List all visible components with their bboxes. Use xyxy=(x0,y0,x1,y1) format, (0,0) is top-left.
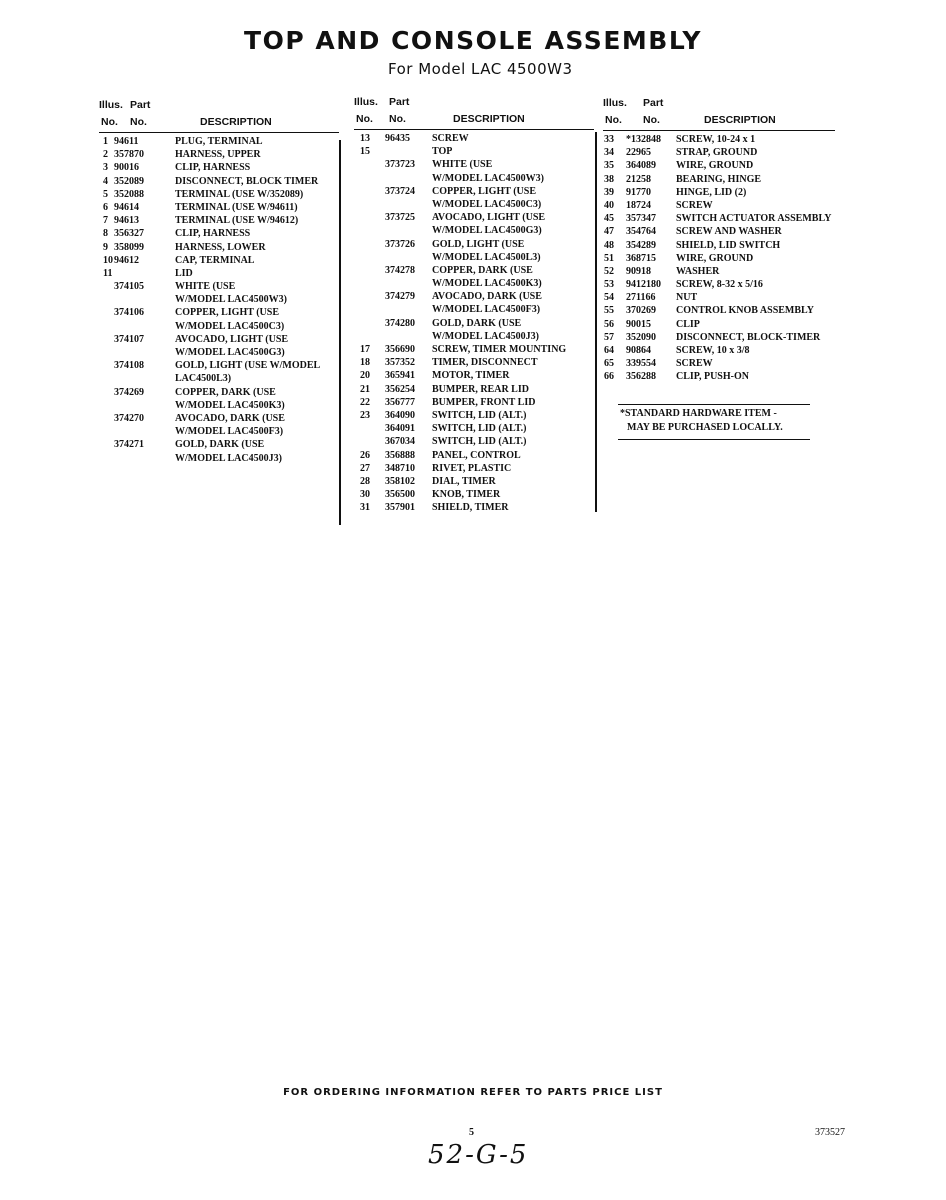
illus-number: 27 xyxy=(360,462,370,474)
part-row xyxy=(603,239,835,252)
part-row xyxy=(99,148,339,161)
part-description: W/MODEL LAC4500C3) xyxy=(432,198,542,210)
part-description: COPPER, LIGHT (USE xyxy=(432,185,536,197)
illus-number: 1 xyxy=(103,136,108,147)
part-row xyxy=(99,425,339,438)
part-description: BUMPER, FRONT LID xyxy=(432,396,536,408)
part-description: DIAL, TIMER xyxy=(432,475,496,487)
part-description: W/MODEL LAC4500G3) xyxy=(175,347,285,358)
part-number: 373726 xyxy=(385,238,415,250)
part-description: BEARING, HINGE xyxy=(676,173,762,185)
part-row xyxy=(603,318,835,331)
part-row xyxy=(603,344,835,357)
part-number: 96435 xyxy=(385,133,410,144)
part-description: PLUG, TERMINAL xyxy=(175,136,263,147)
part-number: 374280 xyxy=(385,317,415,329)
column-header xyxy=(603,97,835,133)
part-number: 374271 xyxy=(114,439,144,451)
part-row xyxy=(99,267,339,280)
illus-number: 10 xyxy=(103,254,113,266)
part-description: CONTROL KNOB ASSEMBLY xyxy=(676,305,815,317)
illus-number: 38 xyxy=(604,173,614,185)
part-number: 356254 xyxy=(385,383,415,395)
header-part: Part xyxy=(643,97,664,109)
part-description: CLIP xyxy=(676,318,700,330)
part-description: SCREW, 10-24 x 1 xyxy=(676,134,756,145)
ordering-footer: FOR ORDERING INFORMATION REFER TO PARTS PRICE LIST xyxy=(283,1087,663,1098)
illus-number: 39 xyxy=(604,186,614,198)
part-row xyxy=(354,277,594,290)
part-description: NUT xyxy=(676,292,698,304)
part-description: GOLD, DARK (USE xyxy=(432,317,522,329)
part-number: 374270 xyxy=(114,412,144,424)
part-row xyxy=(603,159,835,172)
part-description: W/MODEL LAC4500W3) xyxy=(175,294,287,306)
part-row xyxy=(354,488,594,501)
part-row xyxy=(603,133,835,146)
header-rule xyxy=(603,130,835,131)
illus-number: 51 xyxy=(604,252,614,264)
illus-number: 33 xyxy=(604,134,614,145)
illus-number: 6 xyxy=(103,201,108,213)
part-number: 356777 xyxy=(385,396,415,408)
part-row xyxy=(354,501,594,514)
part-row xyxy=(603,199,835,212)
illus-number: 54 xyxy=(604,292,614,304)
part-number: 352088 xyxy=(114,188,144,200)
part-number: 373725 xyxy=(385,212,415,224)
part-number: 373723 xyxy=(385,159,415,171)
part-description: TOP xyxy=(432,146,453,158)
part-description: W/MODEL LAC4500K3) xyxy=(175,399,285,411)
part-row xyxy=(354,224,594,237)
hardware-note xyxy=(620,407,783,435)
part-description: SCREW xyxy=(676,199,713,211)
part-description: SCREW, 10 x 3/8 xyxy=(676,345,750,356)
part-description: WHITE (USE xyxy=(432,159,493,171)
part-row xyxy=(354,462,594,475)
part-number: 356690 xyxy=(385,344,415,355)
illus-number: 11 xyxy=(103,267,113,279)
part-row xyxy=(603,252,835,265)
part-number: 352090 xyxy=(626,331,656,343)
illus-number: 20 xyxy=(360,370,370,382)
part-row xyxy=(99,386,339,399)
column-header xyxy=(354,96,594,132)
illus-number: 5 xyxy=(103,188,108,200)
parts-column-2 xyxy=(354,96,594,514)
part-number: 94612 xyxy=(114,254,139,266)
header-part-no: No. xyxy=(643,114,660,126)
part-row xyxy=(99,438,339,451)
part-row xyxy=(354,158,594,171)
part-row xyxy=(354,211,594,224)
header-description: DESCRIPTION xyxy=(704,114,776,126)
illus-number: 66 xyxy=(604,371,614,383)
part-row xyxy=(354,172,594,185)
part-number: 90015 xyxy=(626,318,651,330)
part-description: W/MODEL LAC4500W3) xyxy=(432,172,544,184)
note-line: *STANDARD HARDWARE ITEM - xyxy=(620,408,777,419)
part-number: 354289 xyxy=(626,239,656,251)
illus-number: 17 xyxy=(360,344,370,355)
part-number: 21258 xyxy=(626,173,651,185)
part-number: 356888 xyxy=(385,449,415,461)
part-description: CAP, TERMINAL xyxy=(175,254,255,266)
part-description: AVOCADO, DARK (USE xyxy=(175,412,285,424)
part-number: 90016 xyxy=(114,162,139,174)
part-description: W/MODEL LAC4500F3) xyxy=(432,304,541,316)
part-number: 373724 xyxy=(385,185,415,197)
part-description: TERMINAL (USE W/94611) xyxy=(175,201,298,213)
part-description: DISCONNECT, BLOCK-TIMER xyxy=(676,331,821,343)
part-row xyxy=(354,317,594,330)
part-row xyxy=(603,370,835,383)
illus-number: 45 xyxy=(604,213,614,225)
illus-number: 22 xyxy=(360,396,370,408)
part-row xyxy=(99,359,339,372)
part-row xyxy=(99,201,339,214)
part-number: 357352 xyxy=(385,357,415,369)
part-description: COPPER, LIGHT (USE xyxy=(175,307,279,319)
part-number: 271166 xyxy=(626,292,656,304)
part-row xyxy=(354,396,594,409)
part-description: AVOCADO, LIGHT (USE xyxy=(432,212,546,224)
part-row xyxy=(354,303,594,316)
part-number: 364089 xyxy=(626,160,656,172)
part-row xyxy=(99,372,339,385)
part-description: WHITE (USE xyxy=(175,281,236,293)
part-number: 364090 xyxy=(385,409,415,421)
part-row xyxy=(354,422,594,435)
part-description: PANEL, CONTROL xyxy=(432,449,521,461)
part-row xyxy=(603,212,835,225)
part-number: 358102 xyxy=(385,475,415,487)
part-description: TERMINAL (USE W/94612) xyxy=(175,215,299,227)
illus-number: 18 xyxy=(360,357,370,369)
illus-number: 13 xyxy=(360,133,370,144)
part-description: SWITCH, LID (ALT.) xyxy=(432,436,527,448)
part-number: 368715 xyxy=(626,252,656,264)
illus-number: 30 xyxy=(360,489,370,501)
part-description: W/MODEL LAC4500J3) xyxy=(432,330,539,342)
part-description: SCREW AND WASHER xyxy=(676,226,782,238)
illus-number: 53 xyxy=(604,279,614,291)
part-description: TERMINAL (USE W/352089) xyxy=(175,188,304,200)
illus-number: 31 xyxy=(360,502,370,514)
part-number: 357347 xyxy=(626,213,656,225)
part-description: RIVET, PLASTIC xyxy=(432,462,512,474)
part-description: WIRE, GROUND xyxy=(676,160,754,172)
part-row xyxy=(354,435,594,448)
illus-number: 48 xyxy=(604,239,614,251)
part-description: COPPER, DARK (USE xyxy=(432,264,533,276)
part-row xyxy=(603,291,835,304)
part-number: 90918 xyxy=(626,265,651,277)
part-number: 374108 xyxy=(114,360,144,372)
part-description: SWITCH, LID (ALT.) xyxy=(432,423,527,435)
part-row xyxy=(354,343,594,356)
part-description: SCREW, 8-32 x 5/16 xyxy=(676,279,763,291)
illus-number: 56 xyxy=(604,318,614,330)
part-description: SCREW xyxy=(676,358,713,370)
part-number: 90864 xyxy=(626,345,651,356)
illus-number: 52 xyxy=(604,265,614,277)
part-row xyxy=(99,188,339,201)
part-row xyxy=(99,254,339,267)
header-illus-no: No. xyxy=(101,116,118,128)
note-rule xyxy=(618,404,810,405)
part-row xyxy=(99,320,339,333)
header-part-no: No. xyxy=(130,116,147,128)
illus-number: 35 xyxy=(604,160,614,172)
part-number: 357901 xyxy=(385,502,415,514)
part-row xyxy=(99,280,339,293)
part-row xyxy=(354,290,594,303)
part-row xyxy=(354,145,594,158)
model-subtitle: For Model LAC 4500W3 xyxy=(388,60,573,78)
part-row xyxy=(99,452,339,465)
part-row xyxy=(354,132,594,145)
header-part: Part xyxy=(389,96,410,108)
part-row xyxy=(99,293,339,306)
part-row xyxy=(99,135,339,148)
part-description: WASHER xyxy=(676,265,720,277)
illus-number: 23 xyxy=(360,409,370,421)
part-description: WIRE, GROUND xyxy=(676,252,754,264)
part-number: 357870 xyxy=(114,149,144,161)
header-rule xyxy=(99,132,339,133)
part-number: 94614 xyxy=(114,201,139,213)
part-description: HARNESS, UPPER xyxy=(175,149,261,161)
part-number: 356288 xyxy=(626,371,656,383)
part-row xyxy=(99,412,339,425)
part-number: 339554 xyxy=(626,358,656,370)
part-number: 354764 xyxy=(626,226,656,238)
part-row xyxy=(354,330,594,343)
illus-number: 64 xyxy=(604,345,614,356)
part-row xyxy=(603,186,835,199)
part-description: AVOCADO, LIGHT (USE xyxy=(175,333,289,345)
part-row xyxy=(603,265,835,278)
header-description: DESCRIPTION xyxy=(200,116,272,128)
part-description: GOLD, DARK (USE xyxy=(175,439,265,451)
part-description: HARNESS, LOWER xyxy=(175,241,266,253)
part-row xyxy=(603,331,835,344)
part-row xyxy=(354,356,594,369)
part-row xyxy=(354,198,594,211)
part-number: 365941 xyxy=(385,370,415,382)
part-description: KNOB, TIMER xyxy=(432,489,501,501)
part-description: SCREW xyxy=(432,133,469,144)
part-row xyxy=(603,146,835,159)
part-number: 22965 xyxy=(626,147,651,159)
illus-number: 21 xyxy=(360,383,370,395)
header-illus: Illus. xyxy=(603,97,627,109)
part-number: 94611 xyxy=(114,136,139,147)
header-illus: Illus. xyxy=(99,99,123,111)
illus-number: 55 xyxy=(604,305,614,317)
part-row xyxy=(99,161,339,174)
part-row xyxy=(603,357,835,370)
part-description: STRAP, GROUND xyxy=(676,147,758,159)
part-row xyxy=(354,383,594,396)
part-description: LAC4500L3) xyxy=(175,373,232,385)
part-description: DISCONNECT, BLOCK TIMER xyxy=(175,175,319,187)
column-header xyxy=(99,99,339,135)
part-number: 18724 xyxy=(626,199,651,211)
part-number: 348710 xyxy=(385,462,415,474)
part-number: *132848 xyxy=(626,134,661,145)
page-title: TOP AND CONSOLE ASSEMBLY xyxy=(244,26,702,55)
header-part: Part xyxy=(130,99,151,111)
part-number: 374107 xyxy=(114,333,144,345)
illus-number: 28 xyxy=(360,475,370,487)
header-rule xyxy=(354,129,594,130)
part-description: W/MODEL LAC4500F3) xyxy=(175,426,284,438)
part-row xyxy=(99,214,339,227)
part-number: 374278 xyxy=(385,264,415,276)
part-row xyxy=(603,225,835,238)
part-row xyxy=(354,185,594,198)
part-row xyxy=(354,251,594,264)
part-number: 94613 xyxy=(114,215,139,227)
part-description: SWITCH, LID (ALT.) xyxy=(432,409,527,421)
part-number: 356327 xyxy=(114,228,144,240)
handwritten-note: 52-G-5 xyxy=(428,1140,529,1170)
header-illus-no: No. xyxy=(605,114,622,126)
part-number: 356500 xyxy=(385,489,415,501)
part-description: SWITCH ACTUATOR ASSEMBLY xyxy=(676,213,832,225)
part-description: SHIELD, TIMER xyxy=(432,502,509,514)
part-row xyxy=(354,238,594,251)
part-description: LID xyxy=(175,267,193,279)
illus-number: 34 xyxy=(604,147,614,159)
column-divider xyxy=(595,132,597,512)
part-row xyxy=(99,346,339,359)
part-description: SHIELD, LID SWITCH xyxy=(676,239,781,251)
part-number: 370269 xyxy=(626,305,656,317)
part-description: TIMER, DISCONNECT xyxy=(432,357,538,369)
illus-number: 65 xyxy=(604,358,614,370)
part-description: AVOCADO, DARK (USE xyxy=(432,291,542,303)
part-row xyxy=(99,306,339,319)
part-description: W/MODEL LAC4500J3) xyxy=(175,452,282,464)
part-row xyxy=(603,278,835,291)
part-number: 358099 xyxy=(114,241,144,253)
illus-number: 3 xyxy=(103,162,108,174)
part-number: 91770 xyxy=(626,186,651,198)
part-description: CLIP, PUSH-ON xyxy=(676,371,749,383)
part-number: 374105 xyxy=(114,281,144,293)
part-row xyxy=(99,227,339,240)
part-description: W/MODEL LAC4500L3) xyxy=(432,251,541,263)
part-row xyxy=(99,399,339,412)
part-row xyxy=(603,173,835,186)
part-description: W/MODEL LAC4500K3) xyxy=(432,278,542,290)
illus-number: 9 xyxy=(103,241,108,253)
part-number: 352089 xyxy=(114,175,144,187)
part-description: W/MODEL LAC4500C3) xyxy=(175,320,285,332)
illus-number: 4 xyxy=(103,175,108,187)
part-description: HINGE, LID (2) xyxy=(676,186,747,198)
part-number: 374279 xyxy=(385,291,415,303)
part-number: 374269 xyxy=(114,386,144,398)
column-divider xyxy=(339,140,341,525)
parts-column-3 xyxy=(603,97,835,384)
part-number: 367034 xyxy=(385,436,415,448)
illus-number: 47 xyxy=(604,226,614,238)
illus-number: 26 xyxy=(360,449,370,461)
illus-number: 7 xyxy=(103,215,108,227)
document-number: 373527 xyxy=(815,1127,845,1138)
illus-number: 40 xyxy=(604,199,614,211)
part-row xyxy=(99,241,339,254)
illus-number: 8 xyxy=(103,228,108,240)
part-row xyxy=(354,369,594,382)
header-description: DESCRIPTION xyxy=(453,113,525,125)
part-row xyxy=(99,333,339,346)
header-part-no: No. xyxy=(389,113,406,125)
header-illus: Illus. xyxy=(354,96,378,108)
parts-column-1 xyxy=(99,99,339,465)
part-number: 374106 xyxy=(114,307,144,319)
part-row xyxy=(354,449,594,462)
part-row xyxy=(354,264,594,277)
part-description: GOLD, LIGHT (USE W/MODEL xyxy=(175,360,321,372)
page-number: 5 xyxy=(469,1127,474,1138)
part-description: CLIP, HARNESS xyxy=(175,228,251,240)
part-description: W/MODEL LAC4500G3) xyxy=(432,225,542,237)
illus-number: 2 xyxy=(103,149,108,161)
note-rule xyxy=(618,439,810,440)
illus-number: 57 xyxy=(604,331,614,343)
part-description: CLIP, HARNESS xyxy=(175,162,251,174)
part-row xyxy=(354,409,594,422)
part-number: 9412180 xyxy=(626,279,661,291)
header-illus-no: No. xyxy=(356,113,373,125)
part-description: BUMPER, REAR LID xyxy=(432,383,529,395)
part-row xyxy=(603,304,835,317)
part-description: MOTOR, TIMER xyxy=(432,370,510,382)
part-description: GOLD, LIGHT (USE xyxy=(432,238,525,250)
illus-number: 15 xyxy=(360,146,370,158)
note-line: MAY BE PURCHASED LOCALLY. xyxy=(627,422,783,433)
part-description: SCREW, TIMER MOUNTING xyxy=(432,344,567,355)
part-row xyxy=(354,475,594,488)
part-description: COPPER, DARK (USE xyxy=(175,386,276,398)
part-row xyxy=(99,175,339,188)
part-number: 364091 xyxy=(385,423,415,435)
